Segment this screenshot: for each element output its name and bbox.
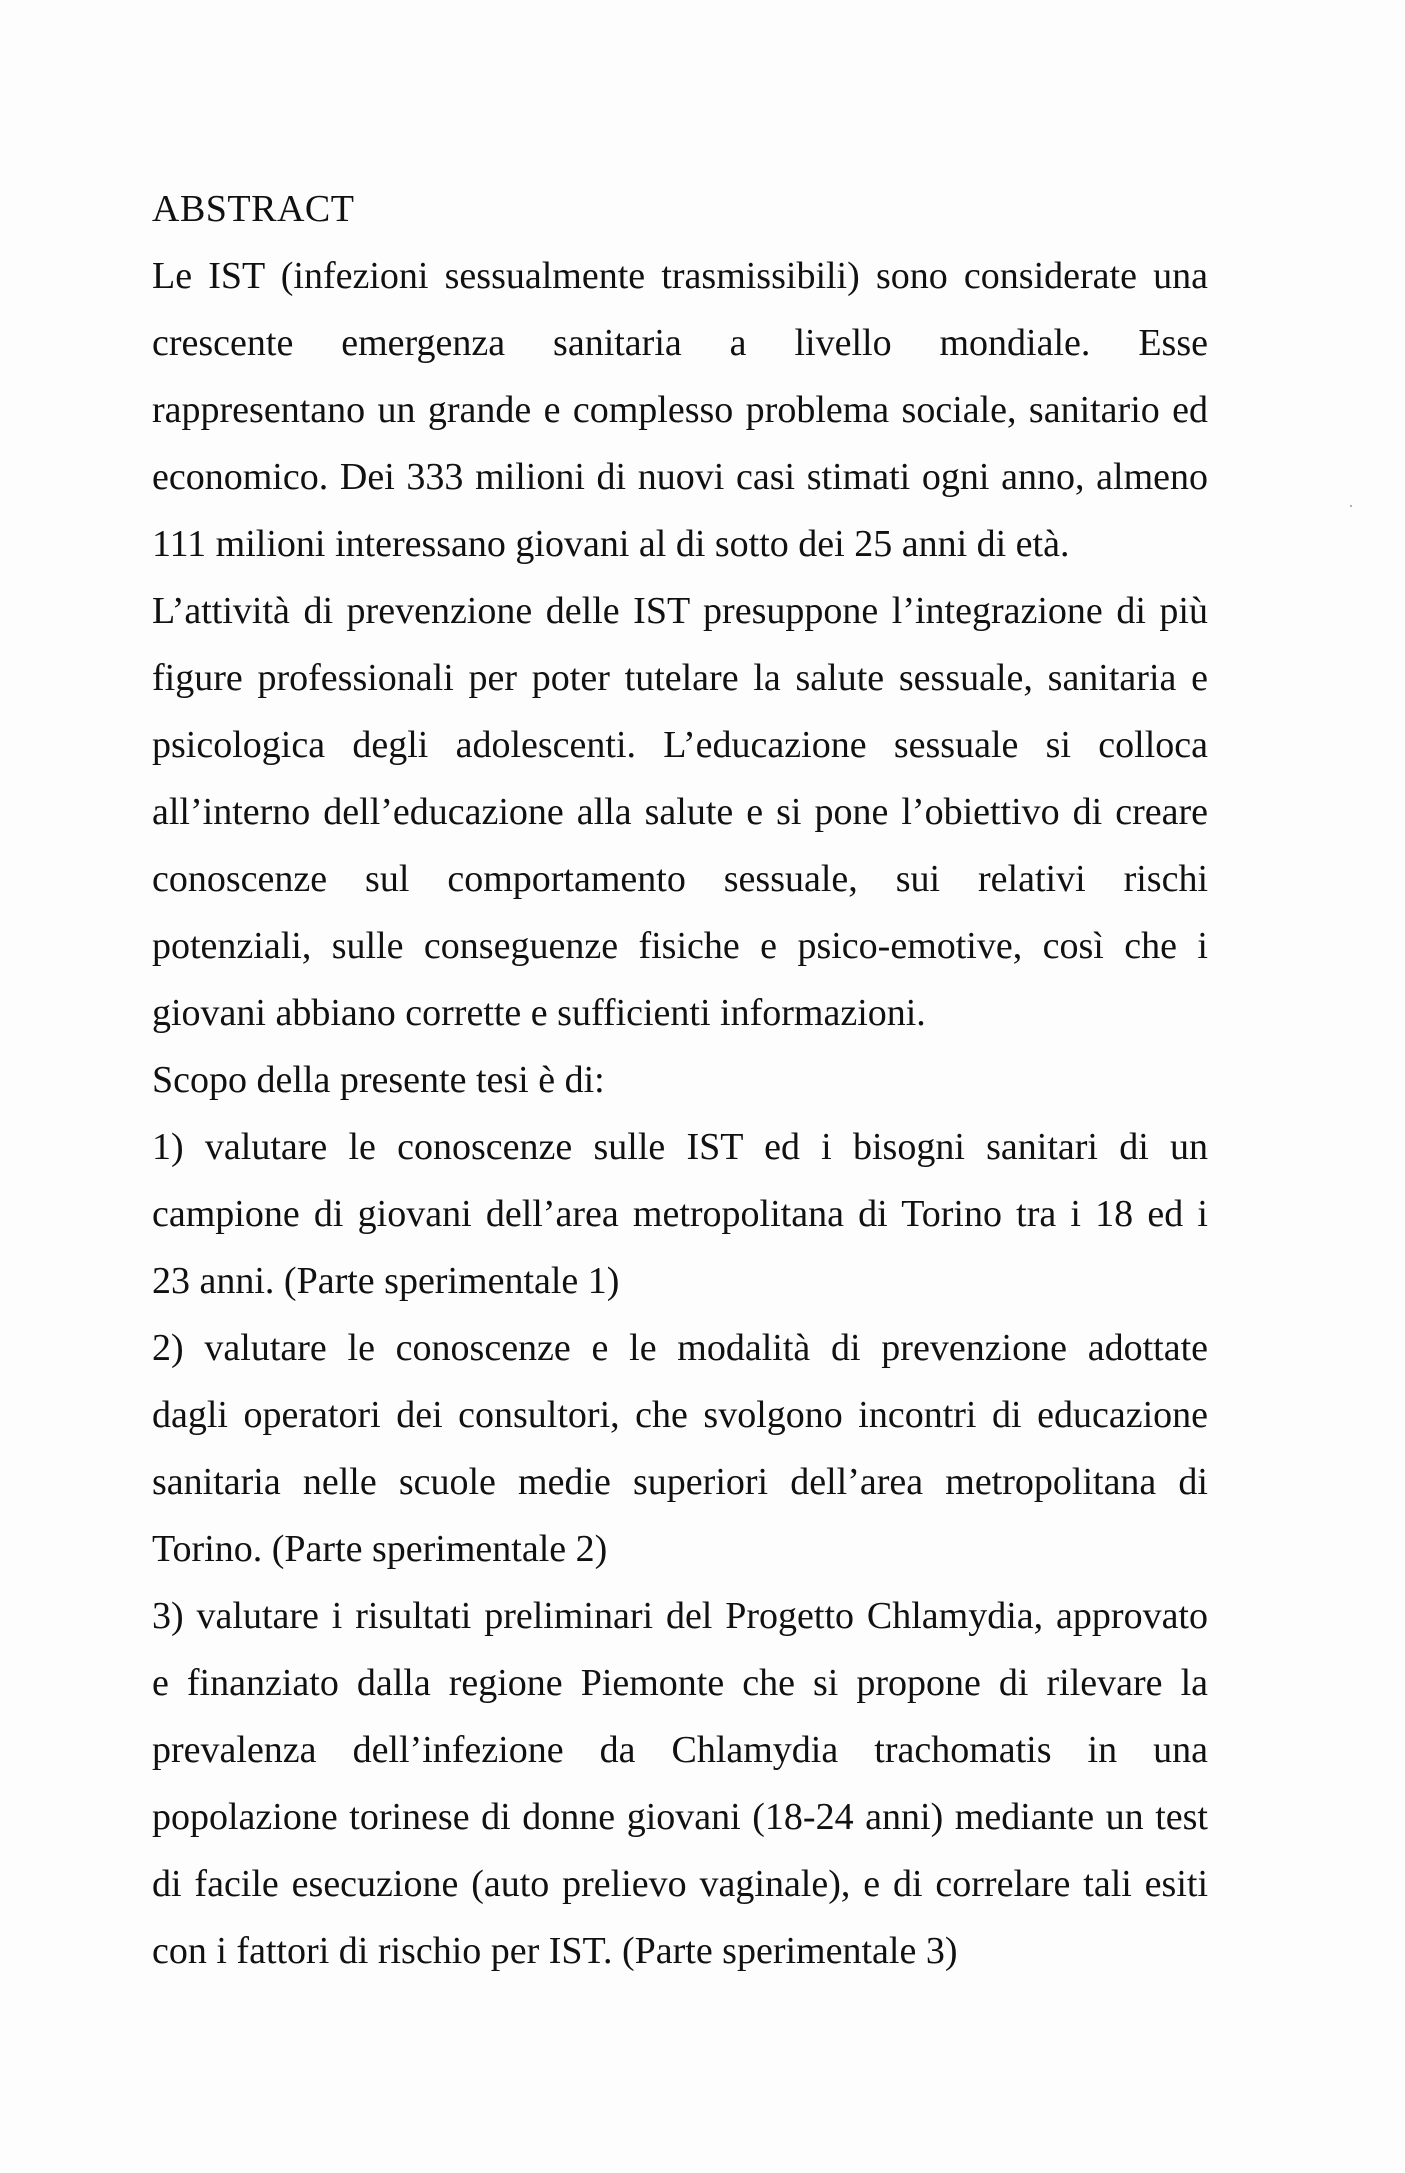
- text-line: all’interno dell’educazione alla salute e si pone l’obiettivo di creare: [152, 791, 1208, 833]
- paragraph-objective-1: [152, 1114, 1208, 1315]
- text-line: psicologica degli adolescenti. L’educazione sessuale si colloca: [152, 724, 1208, 766]
- text-line: 23 anni. (Parte sperimentale 1): [152, 1260, 620, 1302]
- text-line: L’attività di prevenzione delle IST presuppone l’integrazione di più: [152, 590, 1208, 632]
- paragraph-ist-emergency: [152, 243, 1208, 578]
- text-line: potenziali, sulle conseguenze fisiche e psico-emotive, così che i: [152, 925, 1208, 967]
- text-line: dagli operatori dei consultori, che svolgono incontri di educazione: [152, 1394, 1208, 1436]
- text-line: rappresentano un grande e complesso problema sociale, sanitario ed: [152, 389, 1208, 431]
- text-line: 111 milioni interessano giovani al di sotto dei 25 anni di età.: [152, 523, 1070, 565]
- text-line: Le IST (infezioni sessualmente trasmissibili) sono considerate una: [152, 255, 1208, 297]
- text-line: sanitaria nelle scuole medie superiori dell’area metropolitana di: [152, 1461, 1208, 1503]
- abstract-body: [152, 176, 1208, 1985]
- paragraph-objective-2: [152, 1315, 1208, 1583]
- text-line: prevalenza dell’infezione da Chlamydia trachomatis in una: [152, 1729, 1208, 1771]
- text-line: figure professionali per poter tutelare la salute sessuale, sanitaria e: [152, 657, 1208, 699]
- scan-speck: [1350, 505, 1352, 507]
- text-line: economico. Dei 333 milioni di nuovi casi stimati ogni anno, almeno: [152, 456, 1208, 498]
- text-line: crescente emergenza sanitaria a livello mondiale. Esse: [152, 322, 1208, 364]
- text-line: popolazione torinese di donne giovani (18-24 anni) mediante un test: [152, 1796, 1208, 1838]
- text-line: giovani abbiano corrette e sufficienti informazioni.: [152, 992, 926, 1034]
- text-line: con i fattori di rischio per IST. (Parte sperimentale 3): [152, 1930, 958, 1972]
- text-line: di facile esecuzione (auto prelievo vaginale), e di correlare tali esiti: [152, 1863, 1208, 1905]
- text-line: Torino. (Parte sperimentale 2): [152, 1528, 608, 1570]
- paragraph-scope: [152, 1047, 1208, 1114]
- paragraph-objective-3: [152, 1583, 1208, 1985]
- text-line: conoscenze sul comportamento sessuale, sui relativi rischi: [152, 858, 1208, 900]
- abstract-heading: ABSTRACT: [152, 188, 355, 230]
- text-line: 2) valutare le conoscenze e le modalità di prevenzione adottate: [152, 1327, 1208, 1369]
- text-line: campione di giovani dell’area metropolitana di Torino tra i 18 ed i: [152, 1193, 1208, 1235]
- text-line: e finanziato dalla regione Piemonte che si propone di rilevare la: [152, 1662, 1208, 1704]
- paragraph-prevention: [152, 578, 1208, 1047]
- text-line: Scopo della presente tesi è di:: [152, 1059, 605, 1101]
- text-line: 3) valutare i risultati preliminari del Progetto Chlamydia, approvato: [152, 1595, 1208, 1637]
- text-line: 1) valutare le conoscenze sulle IST ed i bisogni sanitari di un: [152, 1126, 1208, 1168]
